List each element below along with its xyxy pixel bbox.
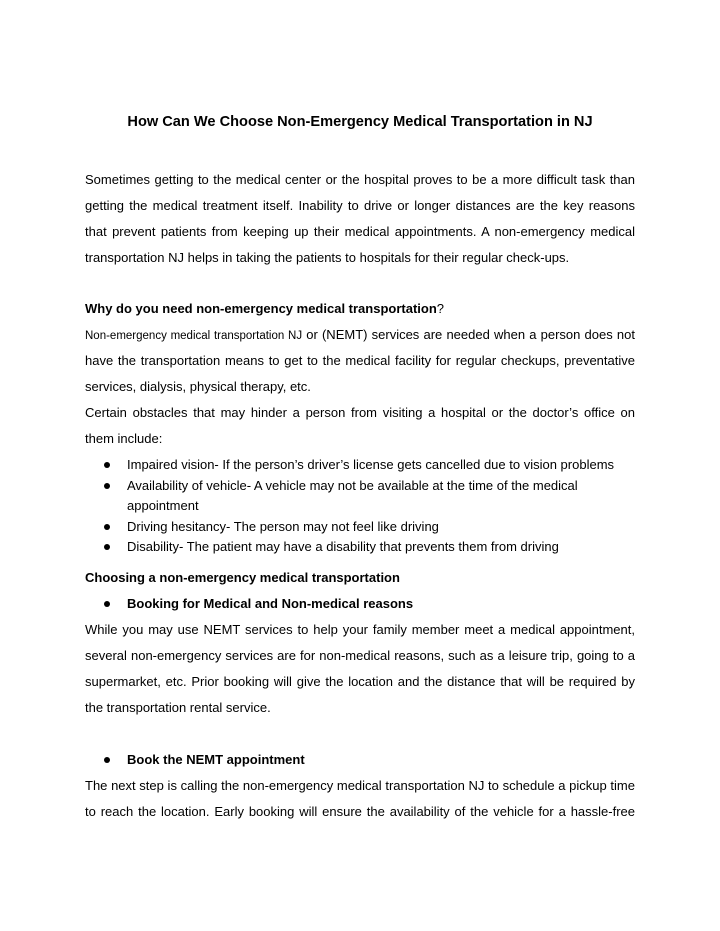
obstacle-list: [102, 455, 622, 558]
paragraph-line: several non-emergency services are for non-medical reasons, such as a leisure trip, going to a: [85, 648, 635, 663]
paragraph-line: While you may use NEMT services to help your family member meet a medical appointment,: [85, 622, 635, 637]
list-item-text: Impaired vision- If the person’s driver’s license gets cancelled due to vision problems: [127, 457, 615, 472]
list-item: [102, 517, 622, 538]
bullet-icon: [104, 462, 110, 468]
bullet-icon: [104, 544, 110, 550]
why-line-rest: or (NEMT) services are needed when a person does not: [302, 327, 635, 342]
choosing-bullet-1: [102, 594, 622, 615]
paragraph-line: the transportation rental service.: [85, 700, 271, 715]
list-item-text: Booking for Medical and Non-medical reasons: [127, 596, 414, 611]
why-heading-text: Why do you need non-emergency medical transportation: [85, 301, 437, 316]
intro-line: Sometimes getting to the medical center or the hospital proves to be a more difficult task than: [85, 172, 635, 187]
choosing-heading-block: [85, 565, 635, 591]
intro-line: getting the medical treatment itself. Inability to drive or longer distances are the key reasons: [85, 198, 635, 213]
why-line: [85, 322, 635, 348]
why-line: have the transportation means to get to the medical facility for regular checkups, preventative: [85, 353, 635, 368]
bullet-icon: [104, 601, 110, 607]
choosing-heading: Choosing a non-emergency medical transportation: [85, 570, 400, 585]
why-line: services, dialysis, physical therapy, etc.: [85, 379, 311, 394]
intro-line: that prevent patients from keeping up their medical appointments. A non-emergency medical: [85, 224, 635, 239]
obstacle-line: them include:: [85, 431, 163, 446]
page-title: How Can We Choose Non-Emergency Medical Transportation in NJ: [127, 114, 593, 130]
list-item: [102, 750, 622, 771]
list-item-text: Availability of vehicle- A vehicle may not be available at the time of the medical appointment: [127, 477, 578, 513]
list-item-text: Driving hesitancy- The person may not feel like driving: [127, 518, 439, 534]
why-section: [85, 296, 635, 452]
why-heading-suffix: ?: [436, 301, 445, 316]
list-item-text: Book the NEMT appointment: [127, 752, 305, 767]
list-item-text: Disability- The patient may have a disability that prevents them from driving: [127, 539, 559, 554]
booking-paragraph: [85, 617, 635, 721]
paragraph-line: The next step is calling the non-emergency medical transportation NJ to schedule a pickup time: [85, 778, 635, 793]
intro-line: transportation NJ helps in taking the patients to hospitals for their regular check-ups.: [85, 250, 570, 265]
obstacle-line: Certain obstacles that may hinder a person from visiting a hospital or the doctor’s office on: [85, 405, 635, 420]
appointment-paragraph: [85, 773, 635, 825]
nemt-term: Non-emergency medical transportation NJ: [85, 330, 303, 342]
list-item: [102, 476, 622, 517]
bullet-icon: [104, 483, 110, 489]
choosing-bullet-2: [102, 750, 622, 771]
list-item: [102, 594, 622, 615]
list-item: [102, 455, 622, 476]
paragraph-line: supermarket, etc. Prior booking will give the location and the distance that will be required by: [85, 674, 635, 689]
intro-paragraph: [85, 167, 635, 271]
list-item: [102, 537, 622, 558]
bullet-icon: [104, 757, 110, 763]
paragraph-line: to reach the location. Early booking will ensure the availability of the vehicle for a hassle-free: [85, 804, 635, 819]
bullet-icon: [104, 524, 110, 530]
why-heading: [85, 296, 635, 322]
